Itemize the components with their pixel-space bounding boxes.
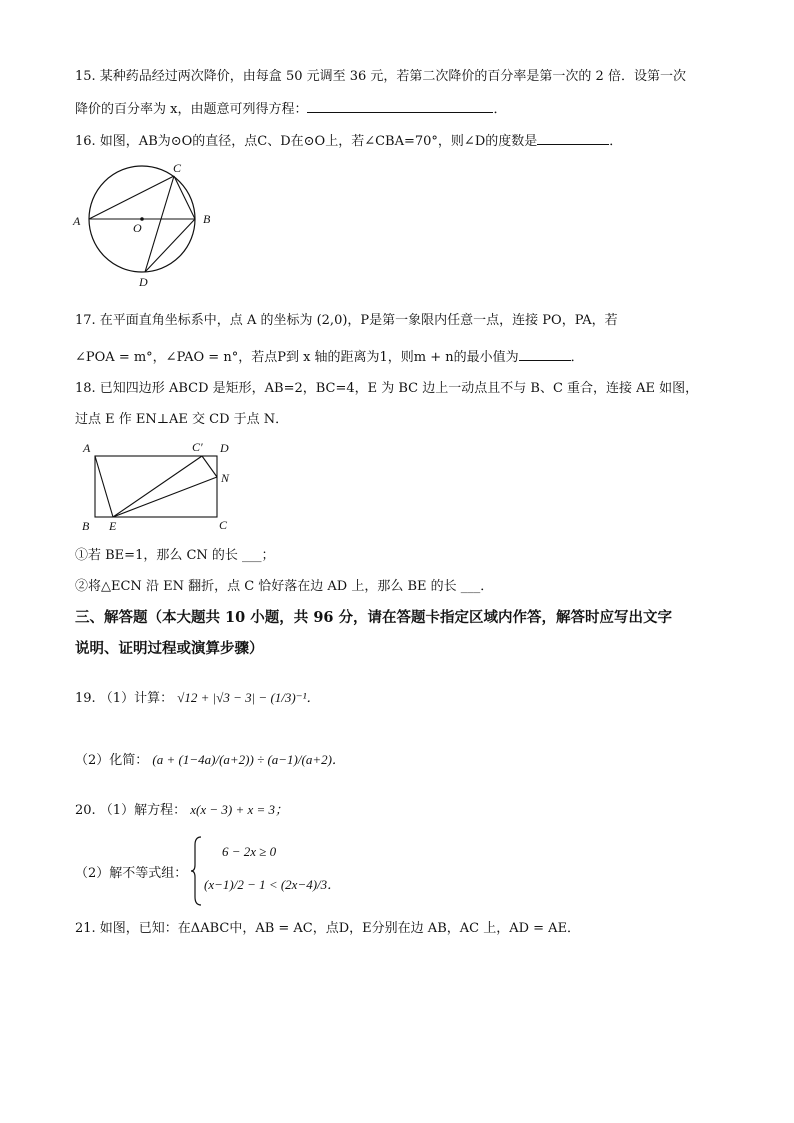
q18-sub1: ①若 BE=1，那么 CN 的长 ___；	[75, 548, 275, 563]
q17-line1: 17. 在平面直角坐标系中，点 A 的坐标为 (2,0)，P是第一象限内任意一点，连接 PO，PA，若	[75, 313, 618, 328]
q15-line1: 15. 某种药品经过两次降价，由每盒 50 元调至 36 元，若第二次降价的百分率是第一次的 2 倍．设第一次	[75, 69, 686, 84]
chord-ac	[89, 176, 174, 219]
label-b: B	[82, 519, 90, 533]
label-b: B	[203, 212, 211, 226]
q18-line2: 过点 E 作 EN⊥AE 交 CD 于点 N．	[75, 412, 289, 427]
label-d: D	[220, 441, 229, 455]
system-brace	[190, 835, 204, 907]
label-o: O	[133, 221, 142, 235]
label-c: C	[219, 518, 228, 532]
label-c: C	[173, 161, 182, 175]
q18-line1: 18. 已知四边形 ABCD 是矩形，AB=2，BC=4，E 为 BC 边上一动点且不与 B、C 重合，连接 AE 如图，	[75, 381, 699, 396]
q16-text	[75, 131, 622, 151]
q17-end: ．	[570, 350, 584, 365]
segment-ec-prime	[113, 456, 202, 517]
segment-c-prime-n	[202, 456, 217, 477]
q20-part2-label: （2）解不等式组：	[75, 866, 188, 881]
q19-part1-label: 19. （1）计算：	[75, 691, 174, 706]
label-c-prime: C′	[192, 440, 203, 454]
section3-heading-line2: 说明、证明过程或演算步骤）	[75, 640, 264, 657]
q20-part1-expr: x(x − 3) + x = 3；	[190, 802, 289, 817]
section3-heading-line1: 三、解答题（本大题共 10 小题，共 96 分，请在答题卡指定区域内作答，解答时应写出文字	[75, 609, 673, 626]
q19-part1	[75, 683, 319, 714]
q20-inequality-2: (x−1)/2 − 1 < (2x−4)/3．	[204, 877, 341, 892]
chord-cb	[174, 176, 195, 219]
q17-line2-text: ∠POA = m°，∠PAO = n°，若点P到 x 轴的距离为1，则m + n的最小值为	[75, 350, 519, 365]
rect-abcd	[95, 456, 217, 517]
chord-cd	[145, 176, 174, 272]
label-n: N	[221, 471, 230, 485]
q20-part1-label: 20. （1）解方程：	[75, 803, 187, 818]
q17-answer-blank[interactable]	[519, 347, 571, 361]
q16-answer-blank[interactable]	[537, 131, 609, 145]
q19-part2-expr: (a + (1−4a)/(a+2)) ÷ (a−1)/(a+2)．	[152, 752, 345, 767]
label-d: D	[139, 275, 148, 289]
segment-en	[113, 477, 217, 517]
q20-inequality-1: 6 − 2x ≥ 0	[222, 844, 277, 859]
segment-ae	[95, 456, 113, 517]
q19-part1-expr: √12 + |√3 − 3| − (1/3)⁻¹．	[177, 690, 320, 705]
q15-line2	[75, 99, 506, 119]
q17-line2	[75, 347, 584, 367]
label-e: E	[109, 519, 117, 533]
q16-circle-figure	[65, 158, 225, 290]
q18-sub2: ②将△ECN 沿 EN 翻折，点 C 恰好落在边 AD 上，那么 BE 的长 ___．	[75, 579, 494, 594]
q15-line2-text: 降价的百分率为 x，由题意可列得方程：	[75, 102, 308, 117]
q15-answer-blank[interactable]	[307, 99, 493, 113]
q16-end: ．	[609, 134, 623, 149]
q15-end: ．	[493, 102, 507, 117]
q18-rectangle-figure	[76, 436, 246, 536]
q19-part2-label: （2）化简：	[75, 753, 149, 768]
label-a: A	[73, 214, 81, 228]
q21-text: 21. 如图，已知：在ΔABC中，AB = AC，点D，E分别在边 AB，AC 上，AD = AE．	[75, 921, 581, 936]
q19-part2	[75, 745, 345, 776]
label-a: A	[83, 441, 91, 455]
q16-question: 16. 如图，AB为⊙O的直径，点C、D在⊙O上，若∠CBA=70°，则∠D的度数是	[75, 134, 538, 149]
q20-part1	[75, 800, 288, 821]
